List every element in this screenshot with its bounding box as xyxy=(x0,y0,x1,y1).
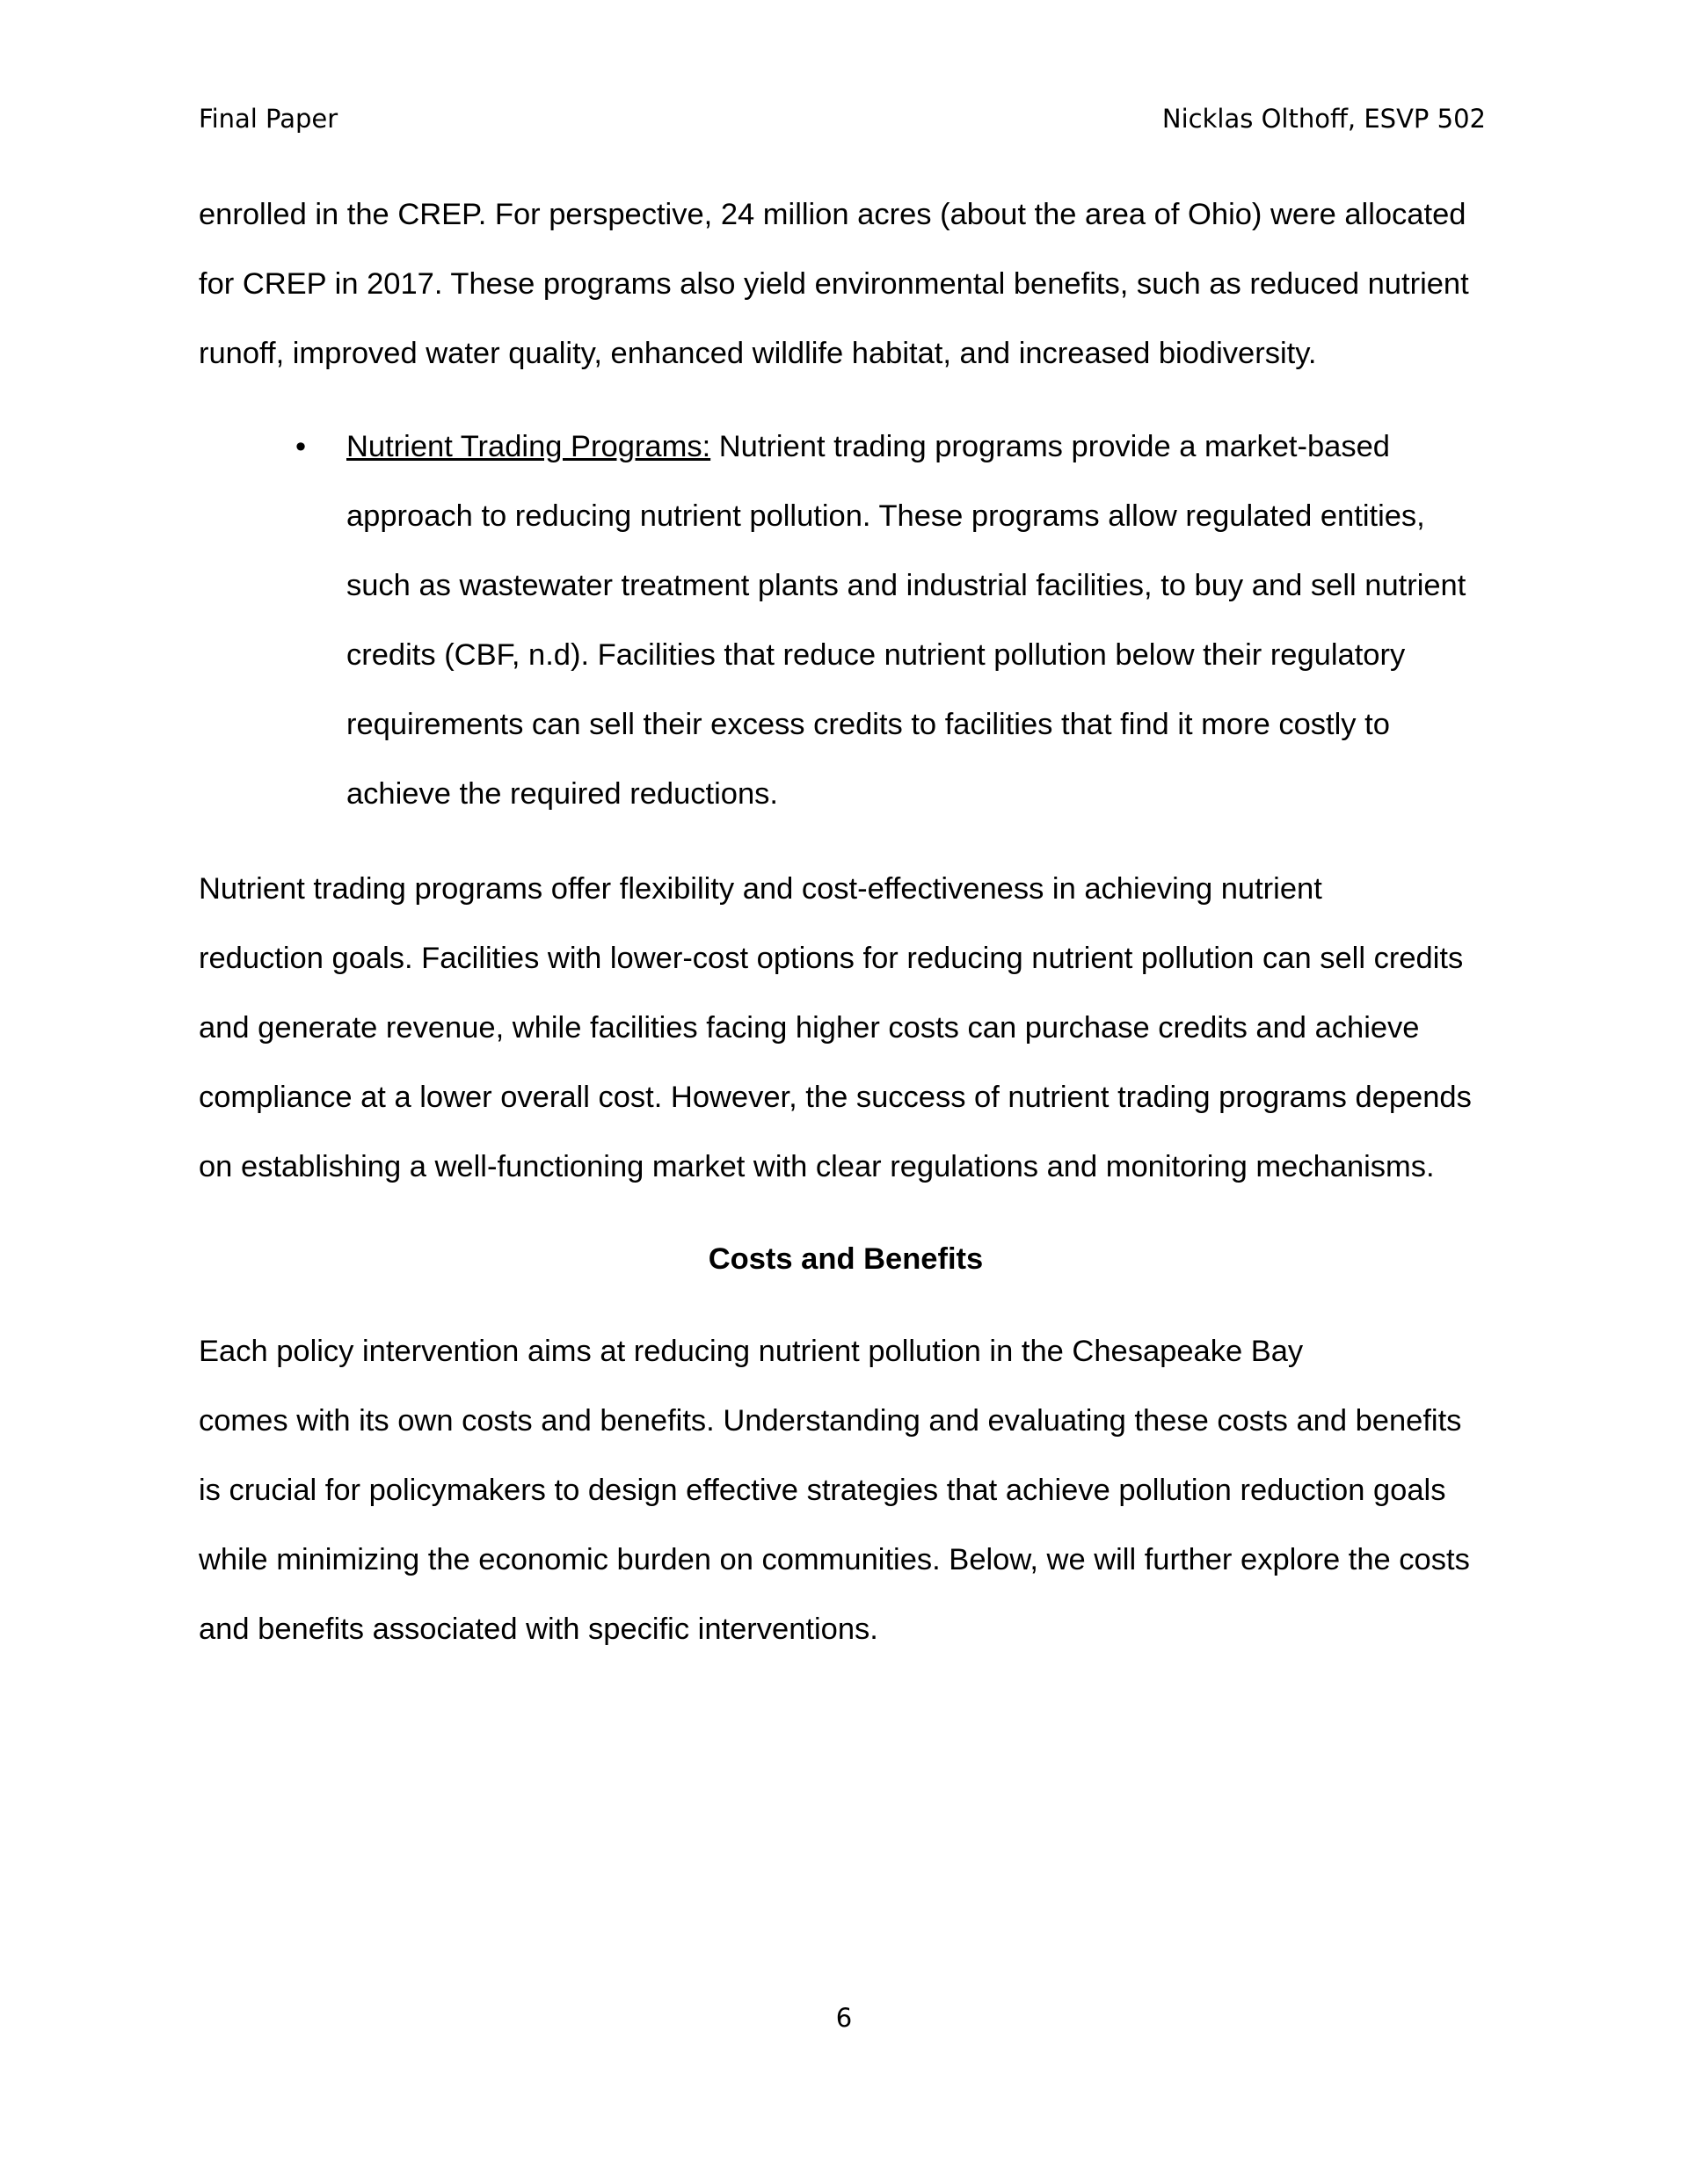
page-number: 6 xyxy=(835,2003,853,2033)
paragraph-crep: enrolled in the CREP. For perspective, 24 million acres (about the area of Ohio) were allocated for CREP in 2017. These programs also yield environmental benefits, such as reduced nutrient runoff, improved water quality, enhanced wildlife habitat, and increased biodiversity. xyxy=(199,198,1469,370)
bullet-text-block xyxy=(346,412,1498,829)
paragraph-nutrient-trading: Nutrient trading programs offer flexibility and cost-effectiveness in achieving nutrient reduction goals. Facilities with lower-cost options for reducing nutrient pollution can sell credits and generate revenue, while facilities facing higher costs can purchase credits and achieve compliance at a lower overall cost. However, the success of nutrient trading programs depends on establishing a well-functioning market with clear regulations and monitoring mechanisms. xyxy=(199,872,1472,1183)
header-title: Final Paper xyxy=(199,104,338,134)
section-heading: Costs and Benefits xyxy=(708,1242,984,1276)
bullet-body: Nutrient trading programs provide a market-based approach to reducing nutrient pollution. These programs allow regulated entities, such as wastewater treatment plants and industrial facilities, to buy and sell nutrient credits (CBF, n.d). Facilities that reduce nutrient pollution below their regulatory requirements can sell their excess credits to facilities that find it more costly to achieve the required reductions. xyxy=(346,430,1466,811)
bullet-icon: • xyxy=(295,430,307,463)
header-author: Nicklas Olthoff, ESVP 502 xyxy=(1161,104,1486,134)
paragraph-costs-benefits: Each policy intervention aims at reducing nutrient pollution in the Chesapeake Bay comes with its own costs and benefits. Understanding and evaluating these costs and benefits is crucial for policymakers to design effective strategies that achieve pollution reduction goals while minimizing the economic burden on communities. Below, we will further explore the costs and benefits associated with specific interventions. xyxy=(199,1335,1470,1646)
bullet-title: Nutrient Trading Programs: xyxy=(346,430,711,463)
